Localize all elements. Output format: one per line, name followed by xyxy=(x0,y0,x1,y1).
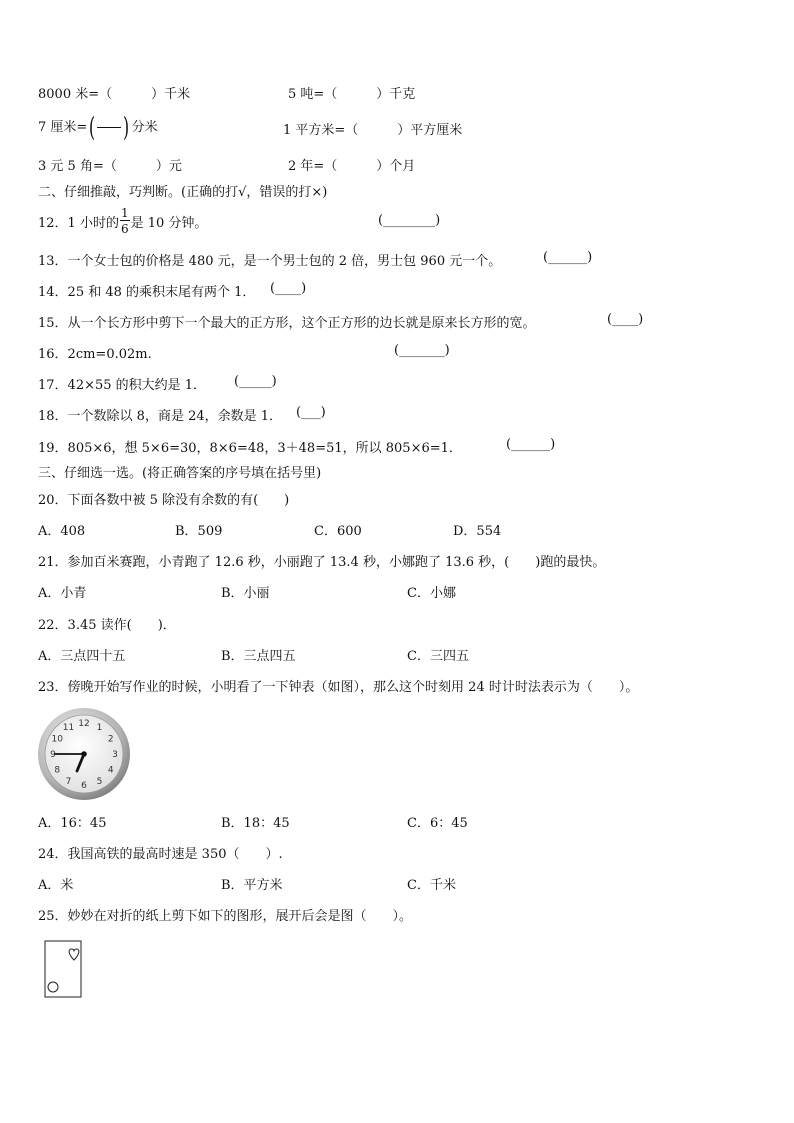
fraction-blank-line xyxy=(97,127,121,128)
q20-option-c[interactable]: C．600 xyxy=(314,524,362,539)
q19: 19．805×6，想 5×6=30，8×6=48，3＋48=51，所以 805×6=1． xyxy=(38,441,462,456)
q16: 16．2cm=0.02m. xyxy=(38,347,152,362)
q16-answer-blank[interactable]: (_______) xyxy=(394,343,450,358)
clock-numeral-7: 7 xyxy=(65,776,72,787)
q14-answer-blank[interactable]: (____) xyxy=(270,281,307,296)
section3-title: 三、仔细选一选。(将正确答案的序号填在括号里) xyxy=(38,466,322,481)
q22: 22．3.45 读作( )． xyxy=(38,618,176,633)
clock-center-pin xyxy=(81,751,87,757)
q22-option-c[interactable]: C．三四五 xyxy=(407,649,469,664)
conversion-5ton: 5 吨=（ ）千克 xyxy=(288,87,416,102)
q18-answer-blank[interactable]: (___) xyxy=(296,405,326,420)
clock-numeral-4: 4 xyxy=(107,765,114,776)
clock-numeral-12: 12 xyxy=(78,719,90,729)
q21-option-a[interactable]: A．小青 xyxy=(38,586,87,601)
q12-answer-blank[interactable]: (________) xyxy=(378,213,441,228)
clock-numeral-9: 9 xyxy=(50,750,56,760)
q12-fraction-denominator: 6 xyxy=(120,222,129,236)
clock-numeral-11: 11 xyxy=(62,723,75,734)
clock-numeral-1: 1 xyxy=(96,723,103,734)
q24-option-c[interactable]: C．千米 xyxy=(407,878,456,893)
q21-option-c[interactable]: C．小娜 xyxy=(407,586,456,601)
conversion-7cm xyxy=(38,112,158,143)
q19-answer-blank[interactable]: (______) xyxy=(506,437,556,452)
q15: 15．从一个长方形中剪下一个最大的正方形，这个正方形的边长就是原来长方形的宽。 xyxy=(38,316,536,331)
q12 xyxy=(38,203,207,239)
conversion-3yuan: 3 元 5 角=（ ）元 xyxy=(38,159,182,174)
clock-numeral-10: 10 xyxy=(51,734,63,745)
conversion-7cm-prefix: 7 厘米= xyxy=(38,120,88,135)
q23-option-b[interactable]: B．18：45 xyxy=(221,816,290,831)
q14: 14．25 和 48 的乘积末尾有两个 1． xyxy=(38,285,256,300)
q12-fraction-numerator: 1 xyxy=(120,206,129,220)
q22-option-a[interactable]: A．三点四十五 xyxy=(38,649,126,664)
q22-option-b[interactable]: B．三点四五 xyxy=(221,649,296,664)
q25: 25．妙妙在对折的纸上剪下如下的图形，展开后会是图（ ）。 xyxy=(38,909,413,924)
conversion-1sqm: 1 平方米=（ ）平方厘米 xyxy=(283,123,463,138)
q20-option-d[interactable]: D．554 xyxy=(453,524,502,539)
q24-option-a[interactable]: A．米 xyxy=(38,878,74,893)
q20: 20．下面各数中被 5 除没有余数的有( ) xyxy=(38,493,290,508)
q20-option-a[interactable]: A．408 xyxy=(38,524,86,539)
conversion-7cm-suffix: 分米 xyxy=(131,120,158,135)
q13-answer-blank[interactable]: (______) xyxy=(543,250,593,265)
q21: 21．参加百米赛跑，小青跑了 12.6 秒，小丽跑了 13.4 秒，小娜跑了 13.6 秒，( )跑的最快。 xyxy=(38,555,606,570)
q15-answer-blank[interactable]: (____) xyxy=(607,312,644,327)
q21-option-b[interactable]: B．小丽 xyxy=(221,586,270,601)
q24: 24．我国高铁的最高时速是 350（ ）. xyxy=(38,847,283,862)
q23-option-c[interactable]: C．6：45 xyxy=(407,816,468,831)
clock-numeral-8: 8 xyxy=(54,765,61,776)
clock-numeral-5: 5 xyxy=(96,776,103,787)
q13: 13．一个女士包的价格是 480 元，是一个男士包的 2 倍，男士包 960 元一个。 xyxy=(38,254,502,269)
q23-option-a[interactable]: A．16：45 xyxy=(38,816,107,831)
fraction-left-paren: ( xyxy=(89,112,96,143)
conversion-8000m: 8000 米=（ ）千米 xyxy=(38,87,191,102)
q12-fraction xyxy=(120,207,130,235)
q20-option-b[interactable]: B．509 xyxy=(175,524,223,539)
clock-numeral-6: 6 xyxy=(81,781,87,791)
q24-option-b[interactable]: B．平方米 xyxy=(221,878,283,893)
fraction-right-paren: ) xyxy=(123,112,130,143)
clock-figure xyxy=(36,706,132,802)
q18: 18．一个数除以 8，商是 24，余数是 1． xyxy=(38,409,283,424)
q17-answer-blank[interactable]: (_____) xyxy=(234,374,277,389)
q23: 23．傍晚开始写作业的时候，小明看了一下钟表（如图），那么这个时刻用 24 时计时法表示为（ ）。 xyxy=(38,680,639,695)
clock-numeral-2: 2 xyxy=(107,734,114,745)
q12-suffix: 是 10 分钟。 xyxy=(130,215,208,231)
conversion-2year: 2 年=（ ）个月 xyxy=(288,159,416,174)
clock-numeral-3: 3 xyxy=(112,750,118,760)
q12-prefix: 12．1 小时的 xyxy=(38,215,119,231)
section2-title: 二、仔细推敲，巧判断。(正确的打√，错误的打×) xyxy=(38,185,328,200)
folded-paper-figure xyxy=(44,940,84,1000)
q17: 17．42×55 的积大约是 1． xyxy=(38,378,207,393)
